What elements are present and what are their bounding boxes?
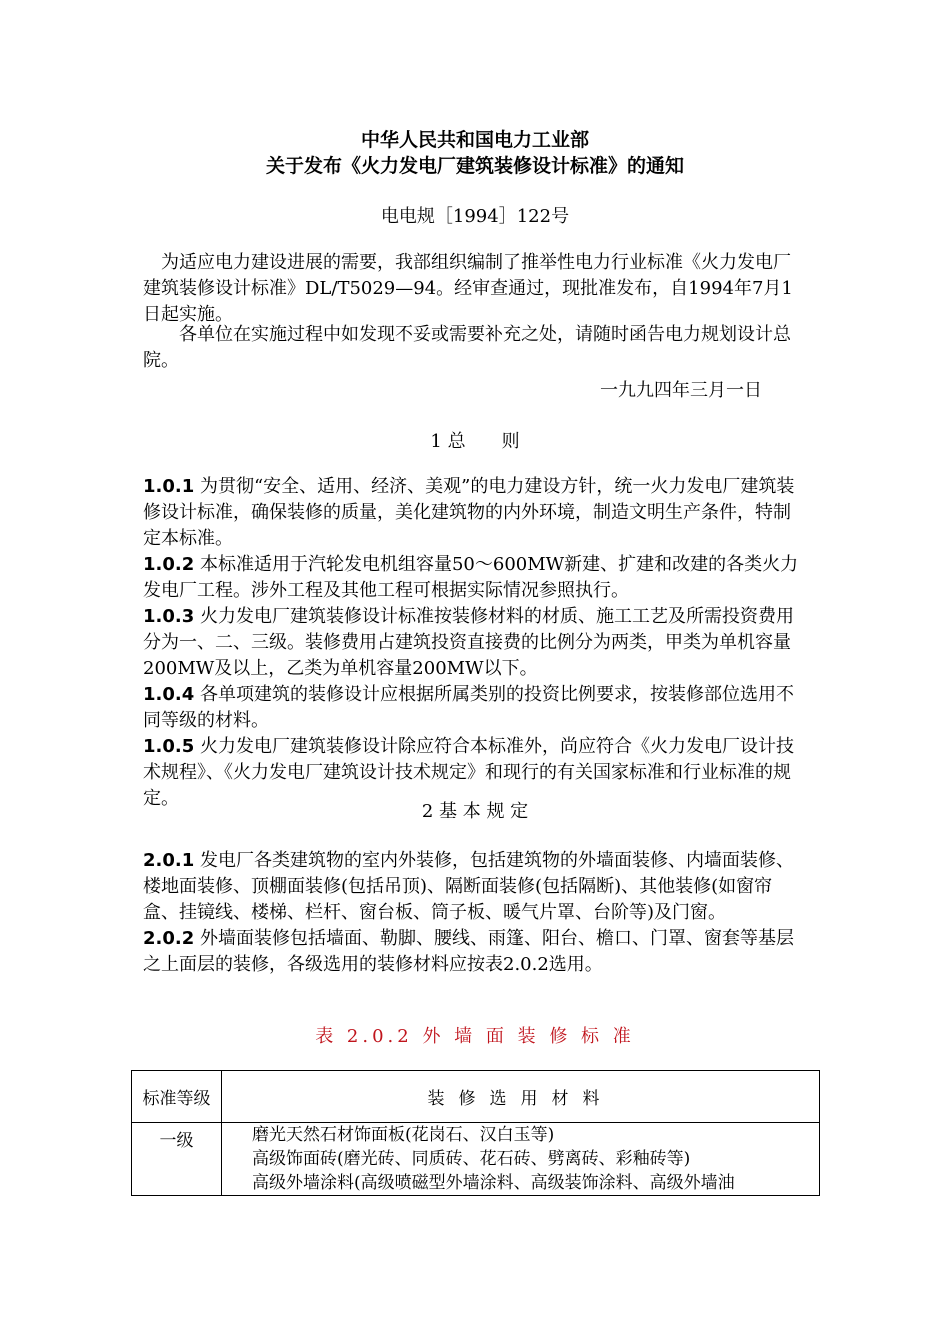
document-number: 电电规［1994］122号 xyxy=(380,206,570,227)
table-header-row xyxy=(132,1071,820,1123)
notice-paragraph-2: 各单位在实施过程中如发现不妥或需要补充之处，请随时函告电力规划设计总院。 xyxy=(143,324,791,371)
section-1-number: 1 xyxy=(430,431,442,452)
clause-number: 1.0.3 xyxy=(143,606,195,627)
table-caption: 表 2.0.2 外 墙 面 装 修 标 准 xyxy=(315,1026,635,1047)
clause-number: 2.0.1 xyxy=(143,850,195,871)
clause-number: 1.0.4 xyxy=(143,684,195,705)
clause-text: 发电厂各类建筑物的室内外装修，包括建筑物的外墙面装修、内墙面装修、楼地面装修、顶棚面装修(包括吊顶)、隔断面装修(包括隔断)、其他装修(如窗帘盒、挂镜线、楼梯、栏杆、窗台板、筒子板、暖气片罩、台阶等)及门窗。 xyxy=(143,850,794,923)
section-1-title-a: 总 xyxy=(447,431,466,452)
section-1-heading xyxy=(0,427,950,453)
clause xyxy=(143,848,808,926)
clause-number: 1.0.5 xyxy=(143,736,195,757)
clause-text: 为贯彻“安全、适用、经济、美观”的电力建设方针，统一火力发电厂建筑装修设计标准，确保装修的质量，美化建筑物的内外环境，制造文明生产条件，特制定本标准。 xyxy=(143,476,795,549)
notice-title-line2: 关于发布《火力发电厂建筑装修设计标准》的通知 xyxy=(265,155,684,177)
clause xyxy=(143,552,808,604)
clause-text: 本标准适用于汽轮发电机组容量50～600MW新建、扩建和改建的各类火力发电厂工程。涉外工程及其他工程可根据实际情况参照执行。 xyxy=(143,554,799,601)
material-item: 高级饰面砖(磨光砖、同质砖、花石砖、劈离砖、彩釉砖等) xyxy=(252,1149,691,1169)
section-2-clauses xyxy=(143,848,808,978)
section-2-heading: 2 基 本 规 定 xyxy=(421,801,529,822)
clause-number: 1.0.1 xyxy=(143,476,195,497)
clause-number: 1.0.2 xyxy=(143,554,195,575)
section-1-title-b: 则 xyxy=(501,431,520,452)
clause-text: 各单项建筑的装修设计应根据所属类别的投资比例要求，按装修部位选用不同等级的材料。 xyxy=(143,684,794,731)
clause-text: 外墙面装修包括墙面、勒脚、腰线、雨篷、阳台、檐口、门罩、窗套等基层之上面层的装修，各级选用的装修材料应按表2.0.2选用。 xyxy=(143,928,794,975)
clause-text: 火力发电厂建筑装修设计除应符合本标准外，尚应符合《火力发电厂设计技术规程》、《火力发电厂建筑设计技术规定》和现行的有关国家标准和行业标准的规定。 xyxy=(143,736,794,809)
clause-text: 火力发电厂建筑装修设计标准按装修材料的材质、施工工艺及所需投资费用分为一、二、三级。装修费用占建筑投资直接费的比例分为两类，甲类为单机容量200MW及以上，乙类为单机容量200MW以下。 xyxy=(143,606,794,679)
header-grade: 标准等级 xyxy=(132,1071,222,1123)
grade-cell: 一级 xyxy=(132,1123,222,1196)
material-item: 磨光天然石材饰面板(花岗石、汉白玉等) xyxy=(252,1125,555,1145)
notice-paragraph-1: 为适应电力建设进展的需要，我部组织编制了推举性电力行业标准《火力发电厂建筑装修设计标准》DL/T5029—94。经审查通过，现批准发布，自1994年7月1日起实施。 xyxy=(143,252,793,325)
exterior-wall-standard-table xyxy=(131,1070,820,1196)
clause xyxy=(143,474,808,552)
notice-date: 一九九四年三月一日 xyxy=(600,380,762,401)
clause xyxy=(143,682,808,734)
section-1-clauses xyxy=(143,474,808,812)
table-row xyxy=(132,1123,820,1196)
clause-number: 2.0.2 xyxy=(143,928,195,949)
header-materials: 装修选用材料 xyxy=(222,1071,820,1123)
materials-cell xyxy=(222,1123,820,1196)
clause xyxy=(143,926,808,978)
clause xyxy=(143,604,808,682)
material-item: 高级外墙涂料(高级喷磁型外墙涂料、高级装饰涂料、高级外墙油 xyxy=(252,1173,735,1193)
notice-title-line1: 中华人民共和国电力工业部 xyxy=(360,129,589,151)
